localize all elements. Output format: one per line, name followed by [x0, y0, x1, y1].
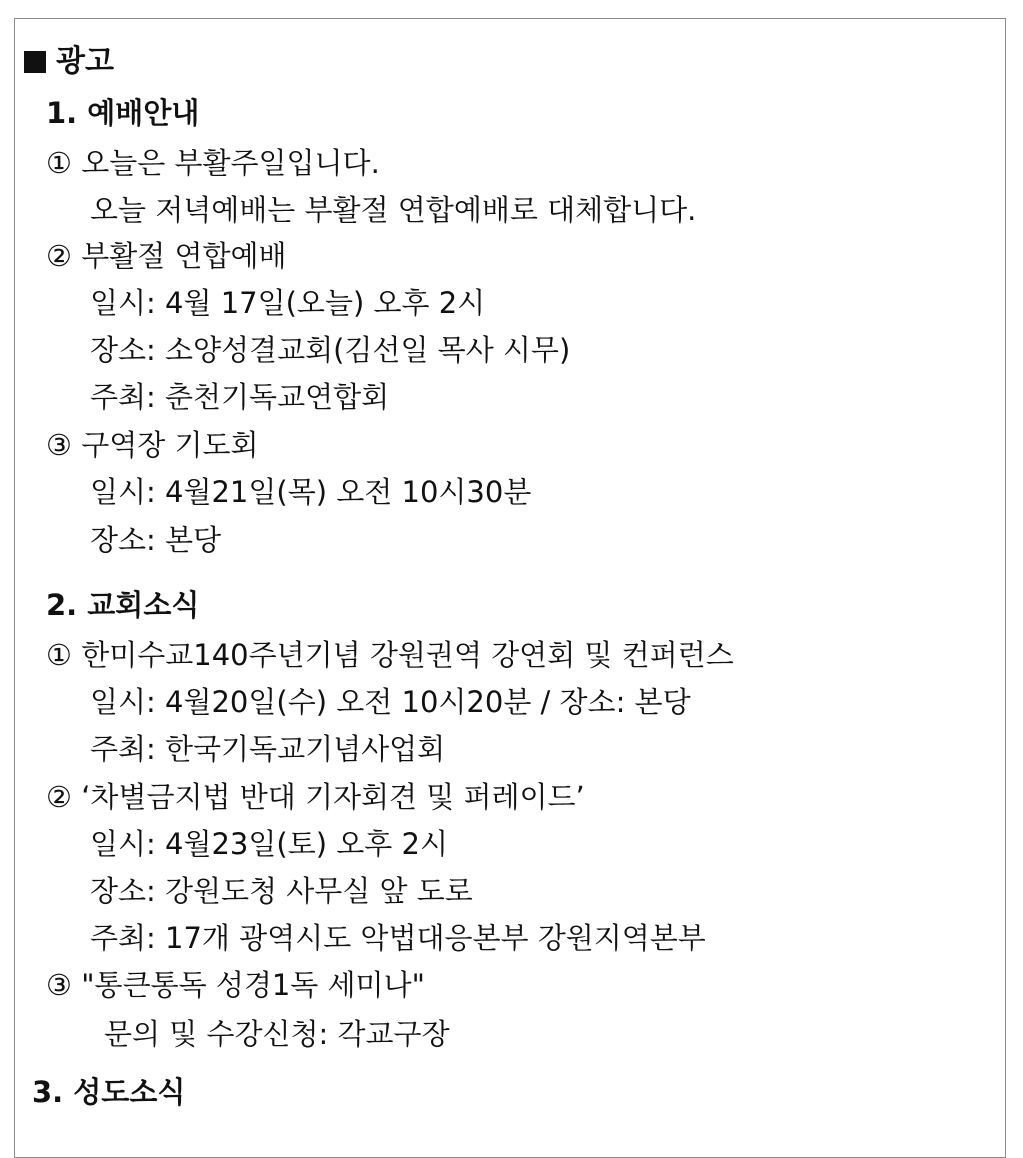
- item-line: 일시: 4월 17일(오늘) 오후 2시: [90, 286, 486, 320]
- heading-church-news: 2. 교회소식: [46, 588, 200, 622]
- item-line: 주최: 17개 광역시도 악법대응본부 강원지역본부: [90, 921, 706, 955]
- section-title: [24, 44, 114, 80]
- item-press-conference: ② ‘차별금지법 반대 기자회견 및 퍼레이드’: [46, 780, 585, 814]
- item-line: 일시: 4월20일(수) 오전 10시20분 / 장소: 본당: [90, 685, 691, 719]
- item-prayer-meeting: ③ 구역장 기도회: [46, 428, 259, 462]
- heading-member-news: 3. 성도소식: [32, 1075, 186, 1109]
- item-line: 주최: 춘천기독교연합회: [90, 380, 390, 414]
- item-bible-seminar: ③ "통큰통독 성경1독 세미나": [46, 968, 425, 1002]
- item-line: 일시: 4월21일(목) 오전 10시30분: [90, 475, 532, 509]
- item-easter-sunday: ① 오늘은 부활주일입니다.: [46, 146, 380, 180]
- section-title-text: 광고: [56, 44, 114, 79]
- item-line: 장소: 강원도청 사무실 앞 도로: [90, 874, 473, 908]
- item-lecture-conference: ① 한미수교140주년기념 강원권역 강연회 및 컨퍼런스: [46, 638, 734, 672]
- item-line: 오늘 저녁예배는 부활절 연합예배로 대체합니다.: [90, 193, 697, 227]
- item-line: 일시: 4월23일(토) 오후 2시: [90, 827, 448, 861]
- item-line: 문의 및 수강신청: 각교구장: [104, 1017, 450, 1051]
- item-line: 장소: 소양성결교회(김선일 목사 시무): [90, 333, 571, 367]
- heading-worship-guide: 1. 예배안내: [46, 96, 200, 130]
- square-bullet-icon: [24, 51, 46, 73]
- item-line: 장소: 본당: [90, 523, 222, 557]
- item-line: 주최: 한국기독교기념사업회: [90, 732, 446, 766]
- item-easter-joint-worship: ② 부활절 연합예배: [46, 239, 287, 273]
